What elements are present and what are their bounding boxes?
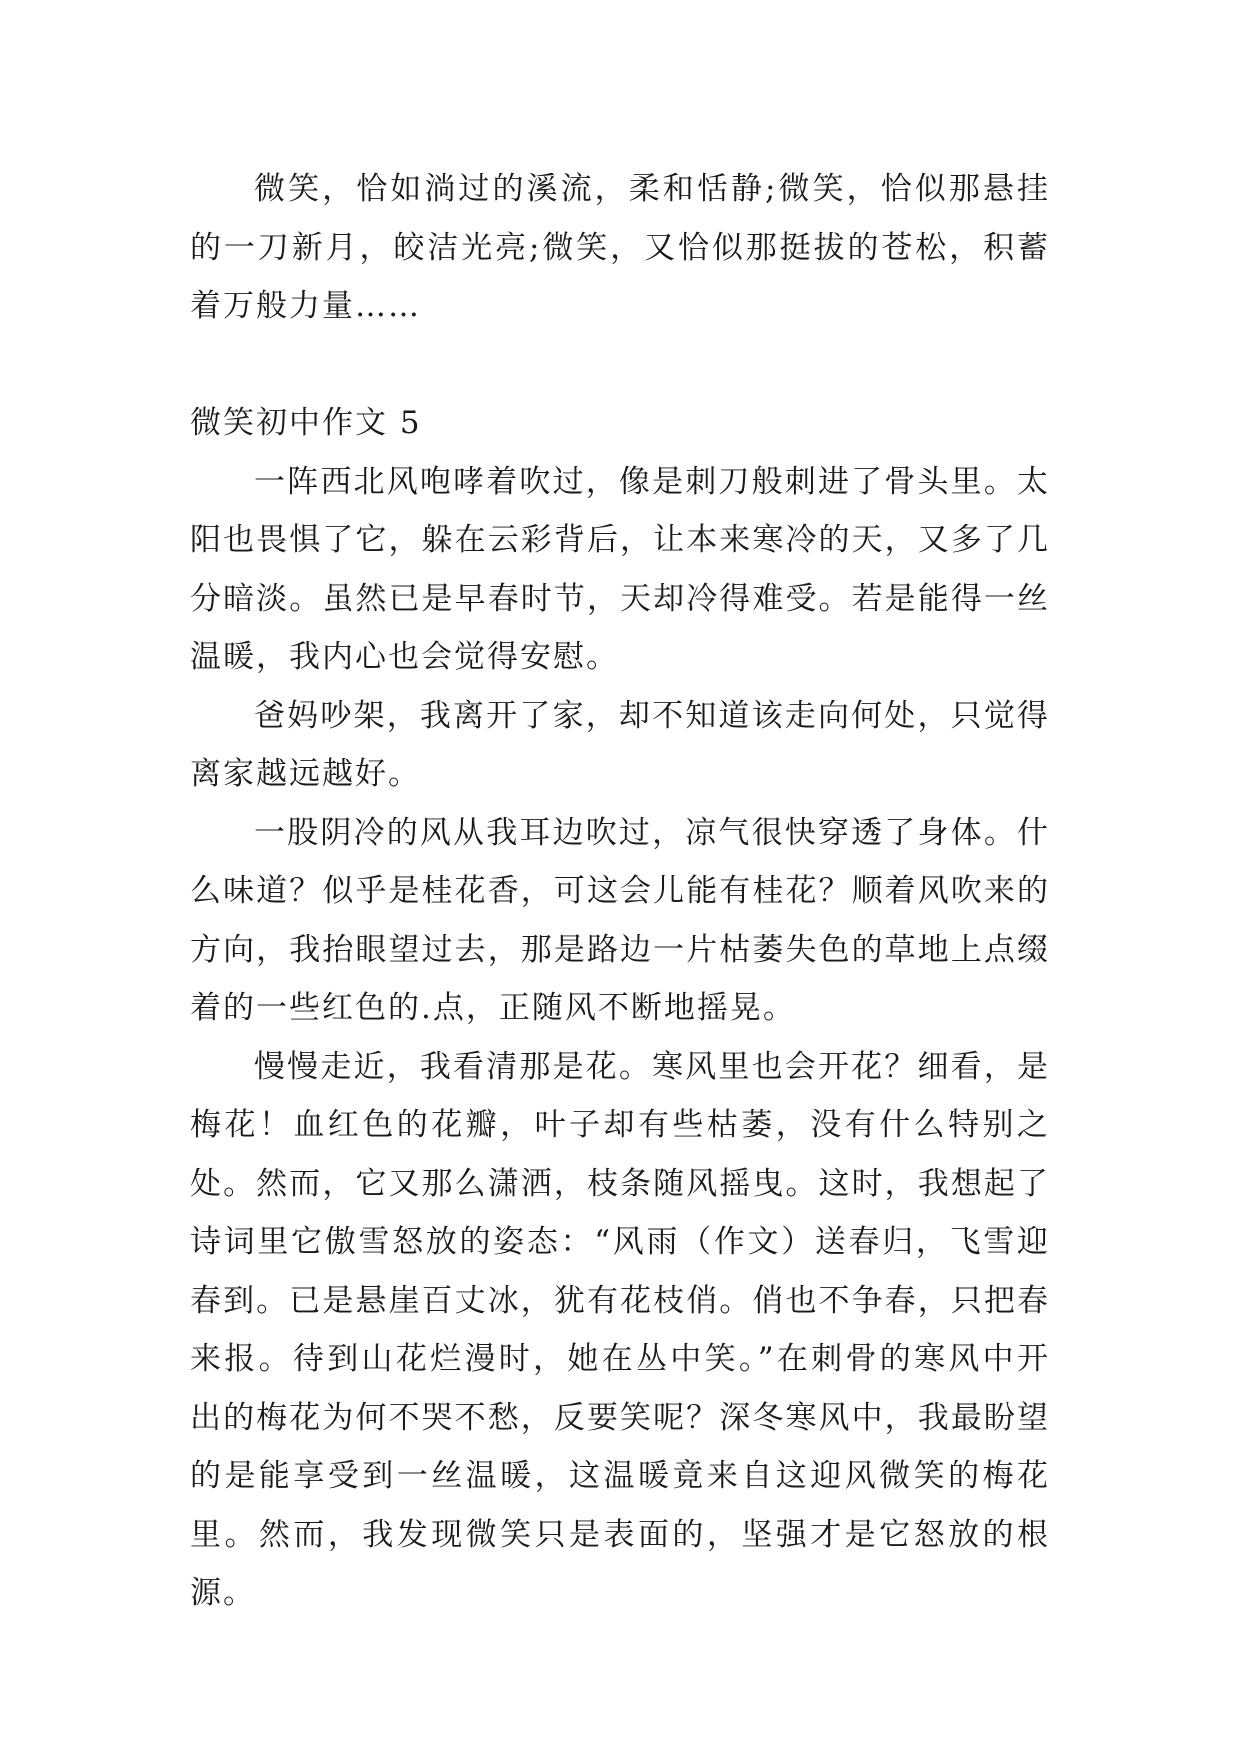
body-paragraph-4: 慢慢走近，我看清那是花。寒风里也会开花？细看，是梅花！血红色的花瓣，叶子却有些枯萎，没有什么特别之处。然而，它又那么潇洒，枝条随风摇曳。这时，我想起了诗词里它傲雪怒放的姿态：“风雨（作文）送春归，飞雪迎春到。已是悬崖百丈冰，犹有花枝俏。俏也不争春，只把春来报。待到山花烂漫时，她在丛中笑。”在刺骨的寒风中开出的梅花为何不哭不愁，反要笑呢？深冬寒风中，我最盼望的是能享受到一丝温暖，这温暖竟来自这迎风微笑的梅花里。然而，我发现微笑只是表面的，坚强才是它怒放的根源。 xyxy=(190,1048,1050,1611)
intro-paragraph: 微笑，恰如淌过的溪流，柔和恬静;微笑，恰似那悬挂的一刀新月，皎洁光亮;微笑，又恰似那挺拔的苍松，积蓄着万般力量…… xyxy=(190,171,1050,324)
section-spacer xyxy=(190,336,1050,395)
document-page xyxy=(190,160,1050,1623)
essay-title: 微笑初中作文 5 xyxy=(190,405,422,441)
body-paragraph-3: 一股阴冷的风从我耳边吹过，凉气很快穿透了身体。什么味道？似乎是桂花香，可这会儿能有桂花？顺着风吹来的方向，我抬眼望过去，那是路边一片枯萎失色的草地上点缀着的一些红色的.点，正随风不断地摇晃。 xyxy=(190,814,1050,1026)
body-paragraph-1: 一阵西北风咆哮着吹过，像是刺刀般刺进了骨头里。太阳也畏惧了它，躲在云彩背后，让本来寒冷的天，又多了几分暗淡。虽然已是早春时节，天却冷得难受。若是能得一丝温暖，我内心也会觉得安慰。 xyxy=(190,463,1050,675)
body-paragraph-2: 爸妈吵架，我离开了家，却不知道该走向何处，只觉得离家越远越好。 xyxy=(190,697,1050,792)
